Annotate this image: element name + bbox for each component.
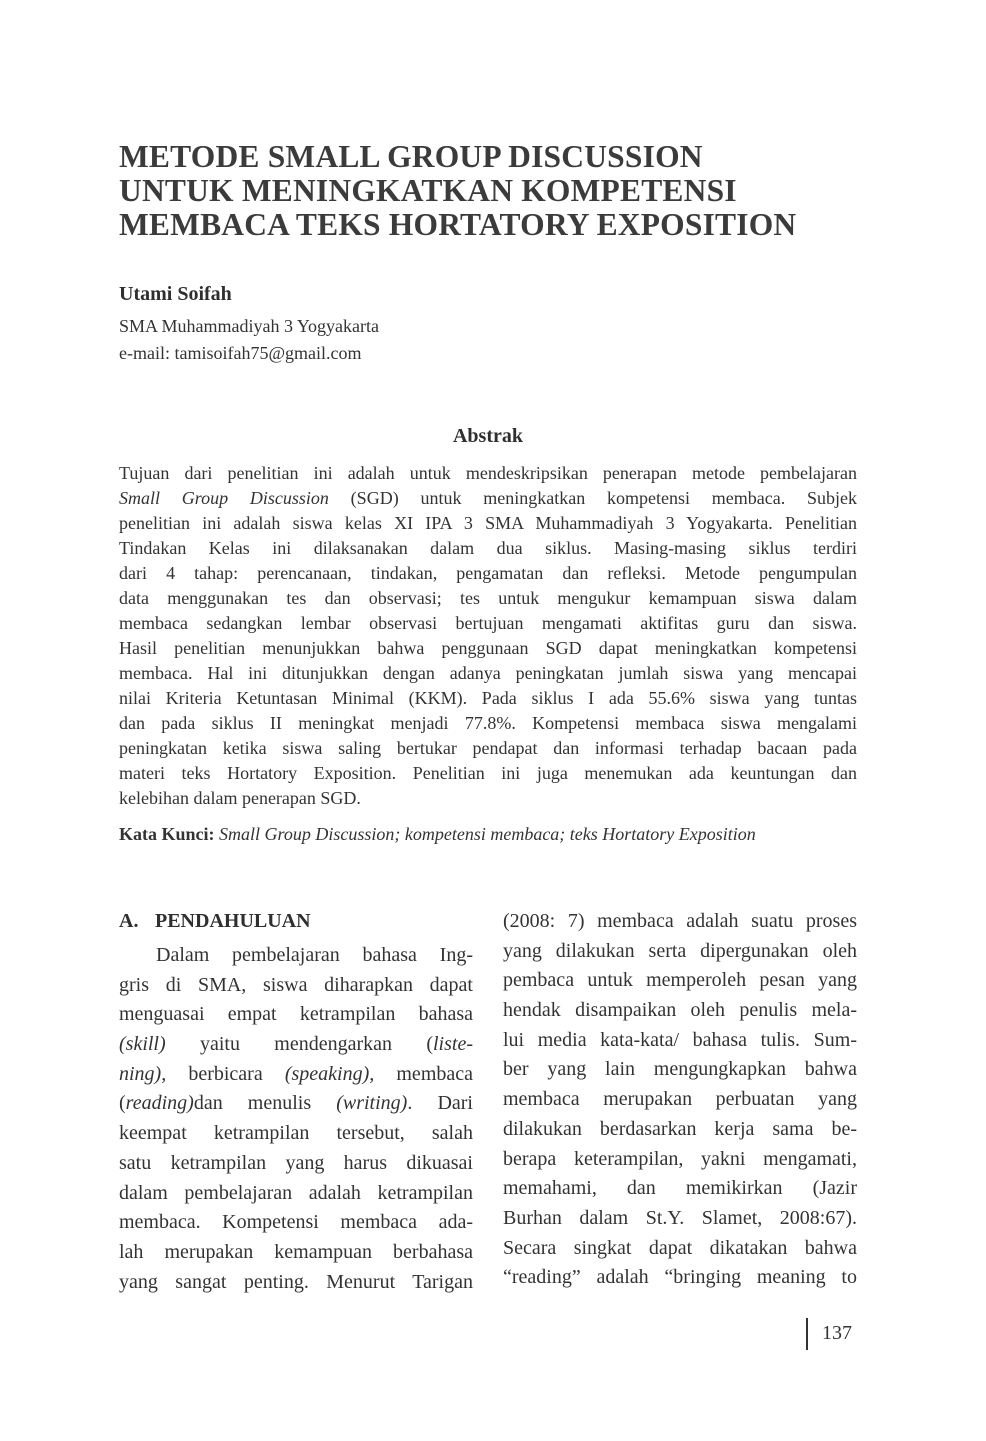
body-line <box>119 941 473 971</box>
italic-text: (speaking), <box>284 1062 375 1085</box>
body-line <box>119 1030 473 1060</box>
keywords-text: Small Group Discussion; kompetensi membaca; teks Hortatory Exposition <box>219 824 756 844</box>
text-run: hendak disampaikan oleh penulis mela- <box>503 999 857 1022</box>
body-line <box>503 1055 857 1085</box>
abstract-line <box>119 461 857 486</box>
text-run: . Dari <box>407 1092 473 1115</box>
abstract-line <box>119 586 857 611</box>
body-line <box>119 1000 473 1030</box>
text-run: Burhan dalam St.Y. Slamet, 2008:67). <box>503 1206 857 1229</box>
abstract-heading: Abstrak <box>452 425 523 447</box>
abstract-line <box>119 736 857 761</box>
body-line <box>119 1268 473 1298</box>
italic-text: (writing) <box>336 1092 408 1115</box>
abstract-line <box>119 786 857 811</box>
abstract-line <box>119 511 857 536</box>
text-run: dilakukan berdasarkan kerja sama be- <box>503 1117 857 1140</box>
text-run: berapa keterampilan, yakni mengamati, <box>503 1147 857 1170</box>
body-column-left <box>119 907 473 1297</box>
text-run: satu ketrampilan yang harus dikuasai <box>119 1151 473 1174</box>
section-heading <box>119 907 473 941</box>
text-run: pembaca untuk memperoleh pesan yang <box>503 969 857 992</box>
text-run: yang dilakukan serta dipergunakan oleh <box>503 939 857 962</box>
text-run: lah merupakan kemampuan berbahasa <box>119 1240 473 1263</box>
body-column-right <box>503 907 857 1293</box>
italic-text: (skill) <box>119 1033 166 1056</box>
abstract-line <box>119 711 857 736</box>
text-run: nilai Kriteria Ketuntasan Minimal (KKM). Pada siklus I ada 55.6% siswa yang tuntas <box>119 688 857 708</box>
body-line <box>503 937 857 967</box>
paper-title <box>119 140 879 242</box>
text-run: membaca. Hal ini ditunjukkan dengan adanya peningkatan jumlah siswa yang mencapai <box>119 663 857 683</box>
abstract-line <box>119 486 857 511</box>
text-run: ( <box>119 1092 126 1115</box>
text-run: berbicara <box>166 1062 285 1085</box>
text-run: (SGD) untuk meningkatkan kompetensi membaca. Subjek <box>328 488 857 508</box>
text-run: Secara singkat dapat dikatakan bahwa <box>503 1236 857 1259</box>
body-line <box>503 1174 857 1204</box>
text-run: Hasil penelitian menunjukkan bahwa penggunaan SGD dapat meningkatkan kompetensi <box>119 638 857 658</box>
body-line <box>503 1026 857 1056</box>
body-line <box>119 1179 473 1209</box>
body-line <box>503 1234 857 1264</box>
text-run: (2008: 7) membaca adalah suatu proses <box>503 910 857 932</box>
body-line <box>119 971 473 1001</box>
page-number: 137 <box>822 1322 852 1344</box>
italic-text: Small Group Discussion <box>119 488 329 508</box>
body-line <box>503 966 857 996</box>
text-run: Tindakan Kelas ini dilaksanakan dalam dua siklus. Masing-masing siklus terdiri <box>119 538 857 558</box>
body-line <box>503 1115 857 1145</box>
text-run: dari 4 tahap: perencanaan, tindakan, pengamatan dan refleksi. Metode pengumpulan <box>119 563 857 583</box>
text-run: data menggunakan tes dan observasi; tes untuk mengukur kemampuan siswa dalam <box>119 588 857 608</box>
abstract-line <box>119 561 857 586</box>
author-email: e-mail: tamisoifah75@gmail.com <box>119 343 362 363</box>
text-run: lui media kata-kata/ bahasa tulis. Sum- <box>503 1028 857 1051</box>
body-line <box>503 1145 857 1175</box>
body-line <box>119 1089 473 1119</box>
body-line <box>119 1060 473 1090</box>
text-run: materi teks Hortatory Exposition. Penelitian ini juga menemukan ada keuntungan dan <box>119 763 857 783</box>
keywords-label: Kata Kunci: <box>119 824 215 844</box>
text-run: keempat ketrampilan tersebut, salah <box>119 1122 473 1145</box>
abstract-line <box>119 686 857 711</box>
author-affiliation: SMA Muhammadiyah 3 Yogyakarta <box>119 316 379 336</box>
keywords <box>119 824 879 845</box>
text-run: Dalam pembelajaran bahasa Ing- <box>156 944 473 966</box>
abstract-line <box>119 611 857 636</box>
text-run: membaca merupakan perbuatan yang <box>503 1088 857 1111</box>
text-run: dan menulis <box>193 1092 337 1115</box>
abstract-line <box>119 636 857 661</box>
body-line <box>119 1149 473 1179</box>
text-run: Tujuan dari penelitian ini adalah untuk mendeskripsikan penerapan metode pembelajaran <box>119 463 857 483</box>
body-line <box>503 996 857 1026</box>
section-title: PENDAHULUAN <box>155 910 311 932</box>
italic-text: ning), <box>119 1062 167 1085</box>
text-run: membaca sedangkan lembar observasi bertujuan mengamati aktifitas guru dan siswa. <box>119 613 857 633</box>
text-run: penelitian ini adalah siswa kelas XI IPA 3 SMA Muhammadiyah 3 Yogyakarta. Penelitian <box>119 513 857 533</box>
body-line <box>119 1119 473 1149</box>
text-run: yang sangat penting. Menurut Tarigan <box>119 1270 473 1293</box>
italic-text: liste- <box>433 1033 473 1056</box>
title-line: METODE SMALL GROUP DISCUSSION <box>119 139 703 174</box>
abstract-line <box>119 761 857 786</box>
text-run: “reading” adalah “bringing meaning to <box>503 1266 857 1289</box>
text-run: memahami, dan memikirkan (Jazir <box>503 1177 857 1200</box>
text-run: dan pada siklus II meningkat menjadi 77.8%. Kompetensi membaca siswa mengalami <box>119 713 857 733</box>
text-run: yaitu mendengarkan ( <box>165 1033 433 1056</box>
text-run: menguasai empat ketrampilan bahasa <box>119 1003 473 1026</box>
title-line: UNTUK MENINGKATKAN KOMPETENSI <box>119 173 737 208</box>
body-line <box>119 1208 473 1238</box>
text-run: ber yang lain mengungkapkan bahwa <box>503 1058 857 1081</box>
italic-text: reading) <box>125 1092 194 1115</box>
body-line <box>503 907 857 937</box>
abstract-body <box>119 461 857 811</box>
text-run: membaca. Kompetensi membaca ada- <box>119 1211 473 1234</box>
author-affiliation-block <box>119 313 379 367</box>
text-run: peningkatan ketika siswa saling bertukar pendapat dan informasi terhadap bacaan pada <box>119 738 857 758</box>
title-line: MEMBACA TEKS HORTATORY EXPOSITION <box>119 207 797 242</box>
abstract-line <box>119 661 857 686</box>
body-line <box>503 1085 857 1115</box>
text-run: gris di SMA, siswa diharapkan dapat <box>119 973 473 996</box>
page-number-rule <box>806 1318 808 1350</box>
abstract-line <box>119 536 857 561</box>
section-number: A. <box>119 910 139 932</box>
text-run: kelebihan dalam penerapan SGD. <box>119 788 361 808</box>
body-line <box>119 1238 473 1268</box>
body-line <box>503 1263 857 1293</box>
body-line <box>503 1204 857 1234</box>
text-run: dalam pembelajaran adalah ketrampilan <box>119 1181 473 1204</box>
author-name: Utami Soifah <box>119 283 232 305</box>
text-run: membaca <box>374 1062 473 1085</box>
